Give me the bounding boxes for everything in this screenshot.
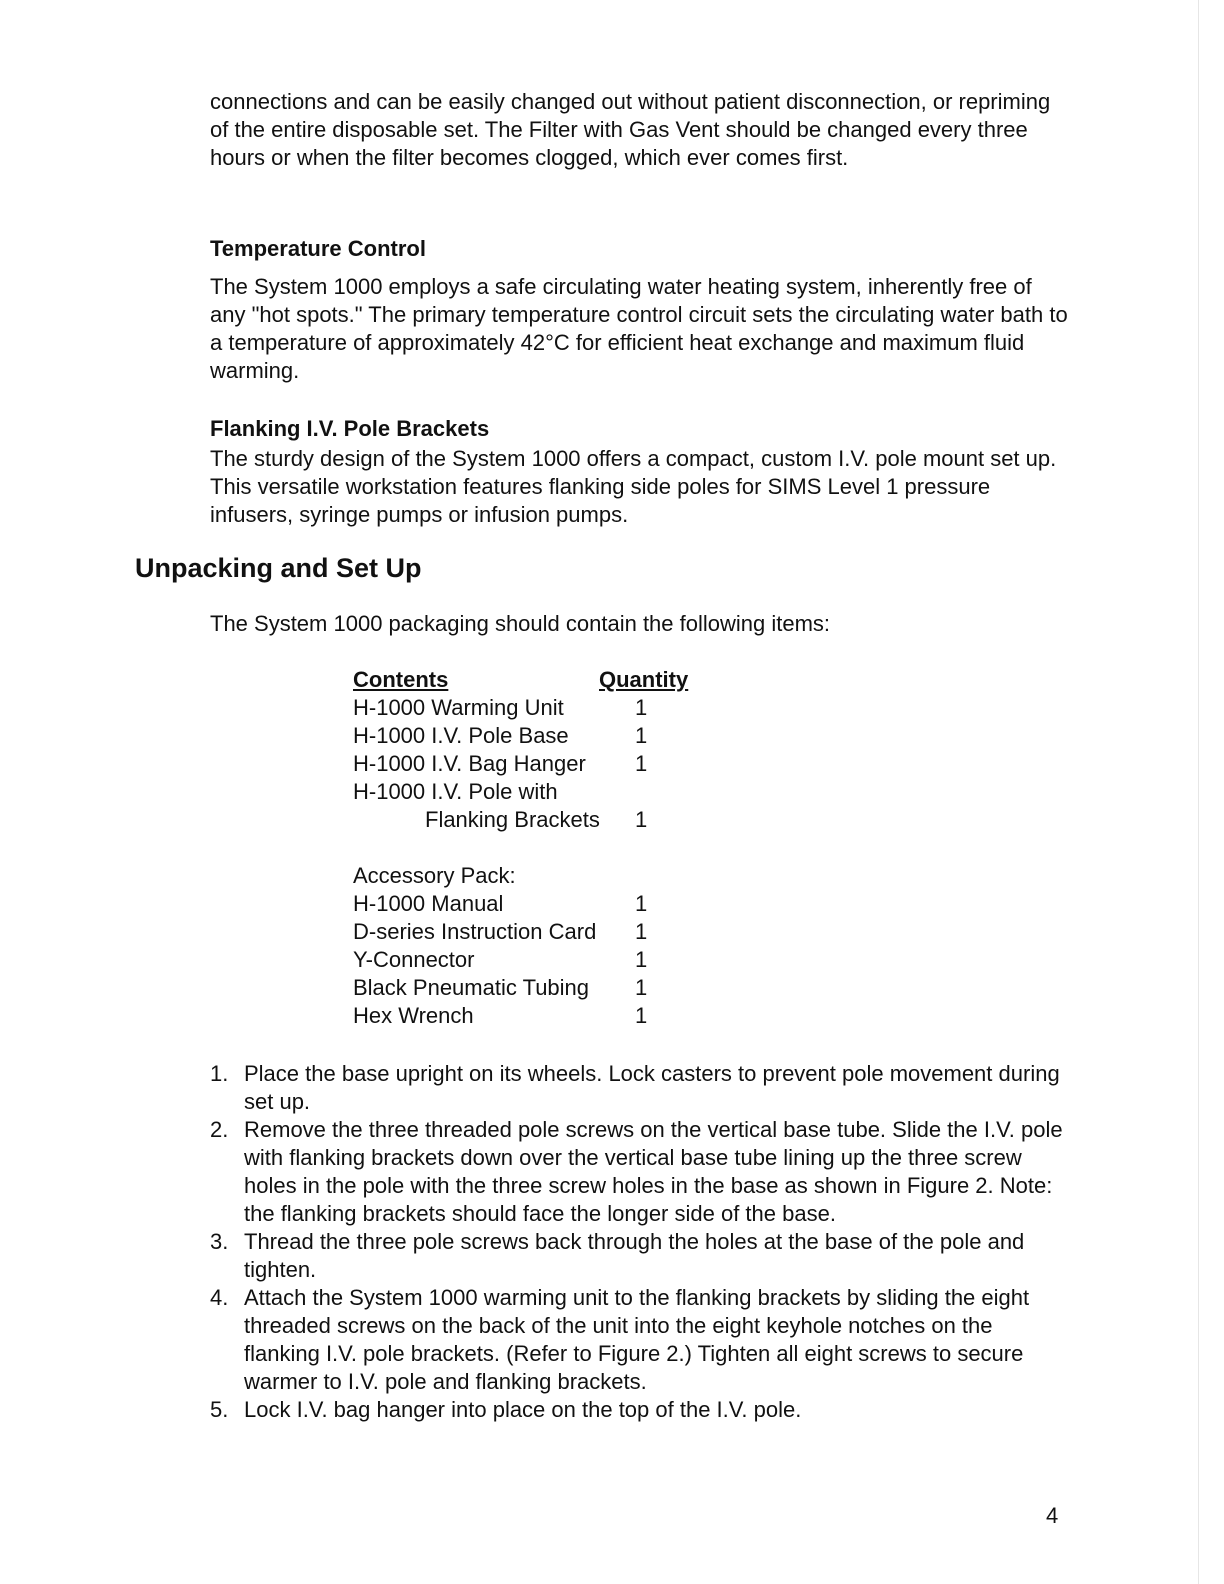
item-name: H-1000 I.V. Pole with: [353, 779, 558, 804]
accessory-quantity: 1: [635, 919, 648, 944]
item-quantity: 1: [635, 695, 648, 720]
table-row: [353, 946, 713, 974]
unpacking-section-heading: Unpacking and Set Up: [135, 553, 422, 583]
step-number: 1.: [210, 1061, 229, 1086]
accessory-name: Hex Wrench: [353, 1003, 474, 1028]
list-item: [210, 1396, 1070, 1424]
accessory-pack-label-row: [353, 862, 713, 890]
table-spacer: [353, 834, 713, 862]
accessory-quantity: 1: [635, 975, 648, 1000]
flanking-brackets-heading: Flanking I.V. Pole Brackets: [210, 416, 490, 441]
temperature-control-paragraph: [210, 273, 1070, 385]
accessory-quantity: 1: [635, 891, 648, 916]
table-row: [353, 890, 713, 918]
step-number: 3.: [210, 1229, 229, 1254]
step-text: Place the base upright on its wheels. Lock casters to prevent pole movement during set up.: [244, 1061, 1060, 1114]
step-text: Remove the three threaded pole screws on the vertical base tube. Slide the I.V. pole with flanking brackets down over the vertical base tube lining up the three screw holes in the pole with the three screw holes in the base as shown in Figure 2. Note: the flanking brackets should face the longer side of the base.: [244, 1117, 1063, 1226]
item-quantity: 1: [635, 751, 648, 776]
flanking-brackets-paragraph: [210, 445, 1070, 529]
step-number: 5.: [210, 1397, 229, 1422]
item-name: H-1000 I.V. Bag Hanger: [353, 751, 586, 776]
step-text: Attach the System 1000 warming unit to the flanking brackets by sliding the eight threaded screws on the back of the unit into the eight keyhole notches on the flanking I.V. pole brackets. (Refer to Figure 2.) Tighten all eight screws to secure warmer to I.V. pole and flanking brackets.: [244, 1285, 1030, 1394]
item-name: Flanking Brackets: [425, 807, 600, 832]
table-row: [353, 722, 713, 750]
table-row: [353, 806, 713, 834]
table-row: [353, 974, 713, 1002]
setup-steps-list: [210, 1060, 1070, 1424]
unpacking-intro-text: The System 1000 packaging should contain the following items:: [210, 611, 831, 636]
accessory-name: Y-Connector: [353, 947, 475, 972]
intro-paragraph-text: connections and can be easily changed out without patient disconnection, or repriming of the entire disposable set. The Filter with Gas Vent should be changed every three hours or when the filter becomes clogged, which ever comes first.: [210, 89, 1051, 170]
step-text: Thread the three pole screws back through the holes at the base of the pole and tighten.: [244, 1229, 1025, 1282]
step-text: Lock I.V. bag hanger into place on the top of the I.V. pole.: [244, 1397, 802, 1422]
accessory-quantity: 1: [635, 947, 648, 972]
table-row: [353, 694, 713, 722]
list-item: [210, 1284, 1070, 1396]
list-item: [210, 1116, 1070, 1228]
accessory-name: Black Pneumatic Tubing: [353, 975, 590, 1000]
table-row: [353, 750, 713, 778]
contents-table: [353, 666, 713, 1030]
page-number: 4: [1046, 1503, 1059, 1528]
accessory-quantity: 1: [635, 1003, 648, 1028]
step-number: 4.: [210, 1285, 229, 1310]
scan-edge-line: [1198, 0, 1199, 1584]
table-row: [353, 1002, 713, 1030]
accessory-pack-label: Accessory Pack:: [353, 863, 516, 888]
accessory-name: D-series Instruction Card: [353, 919, 597, 944]
flanking-brackets-text: The sturdy design of the System 1000 offers a compact, custom I.V. pole mount set up. This versatile workstation features flanking side poles for SIMS Level 1 pressure infusers, syringe pumps or infusion pumps.: [210, 446, 1057, 527]
unpacking-intro: [210, 610, 1070, 638]
temperature-control-text: The System 1000 employs a safe circulating water heating system, inherently free of any "hot spots." The primary temperature control circuit sets the circulating water bath to a temperature of approximately 42°C for efficient heat exchange and maximum fluid warming.: [210, 274, 1068, 383]
item-quantity: [635, 778, 695, 806]
accessory-name: H-1000 Manual: [353, 891, 504, 916]
contents-header: Contents: [353, 667, 449, 692]
quantity-header: Quantity: [599, 667, 689, 692]
contents-table-header: [353, 666, 713, 694]
table-row: [353, 778, 713, 806]
item-name: H-1000 Warming Unit: [353, 695, 564, 720]
temperature-control-heading: Temperature Control: [210, 236, 426, 261]
table-row: [353, 918, 713, 946]
item-name: H-1000 I.V. Pole Base: [353, 723, 569, 748]
item-quantity: 1: [635, 807, 648, 832]
list-item: [210, 1228, 1070, 1284]
step-number: 2.: [210, 1117, 229, 1142]
intro-paragraph: [210, 88, 1070, 172]
item-quantity: 1: [635, 723, 648, 748]
list-item: [210, 1060, 1070, 1116]
